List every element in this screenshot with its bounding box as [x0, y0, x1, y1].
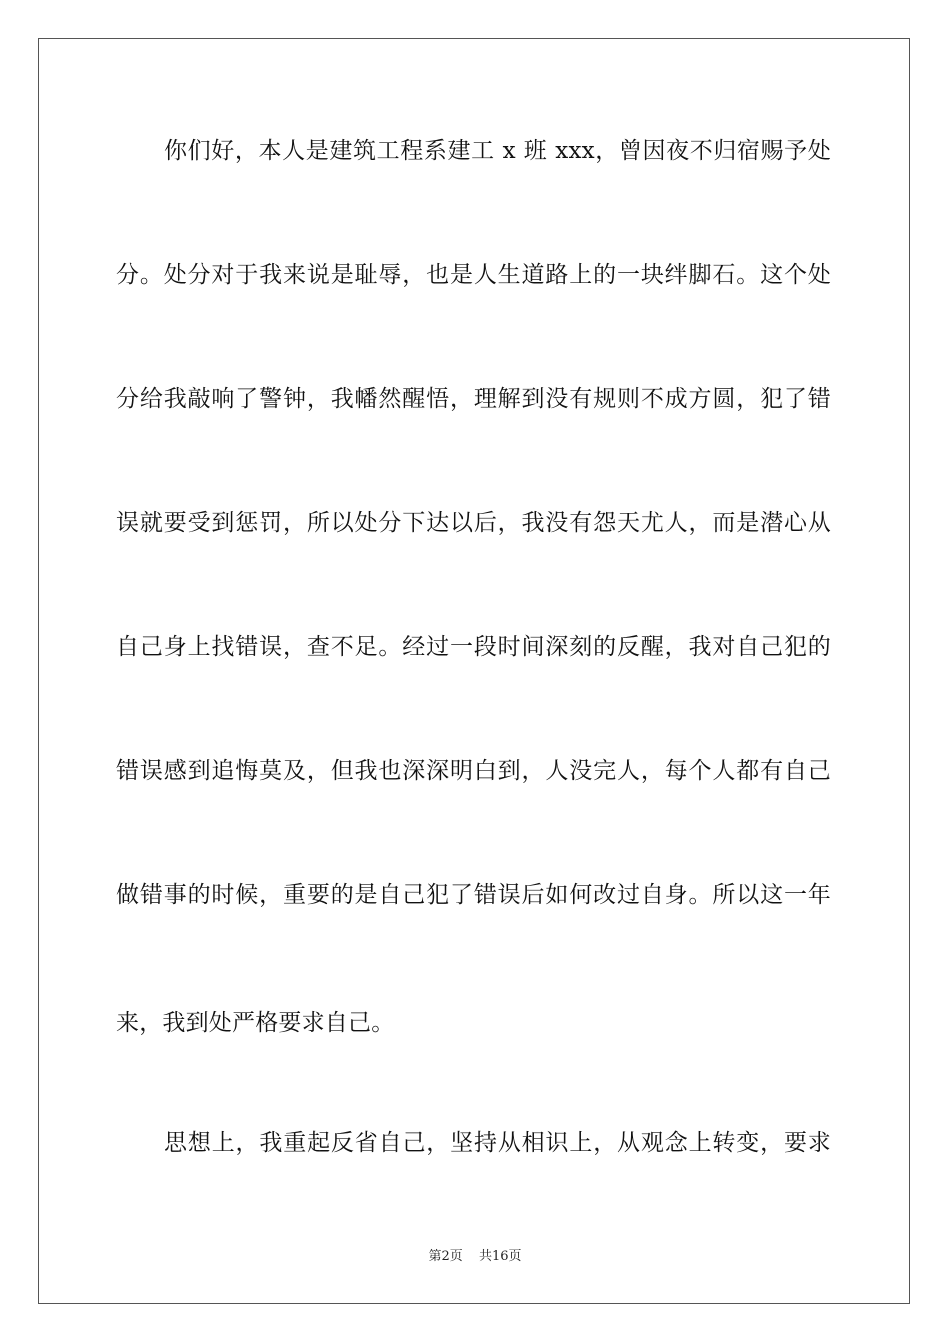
paragraph-1-line-7: 做错事的时候，重要的是自己犯了错误后如何改过自身。所以这一年 — [116, 882, 831, 908]
paragraph-2-line-1: 思想上，我重起反省自己，坚持从相识上，从观念上转变，要求 — [164, 1130, 831, 1156]
paragraph-1-line-6: 错误感到追悔莫及，但我也深深明白到，人没完人，每个人都有自己 — [116, 758, 831, 784]
page-number: 第2页 — [428, 1249, 463, 1264]
paragraph-1-line-5: 自己身上找错误，查不足。经过一段时间深刻的反醒，我对自己犯的 — [116, 634, 831, 660]
paragraph-1-line-1: 你们好，本人是建筑工程系建工 x 班 xxx，曾因夜不归宿赐予处 — [164, 138, 831, 164]
page-total: 共16页 — [478, 1249, 522, 1264]
paragraph-1-line-4: 误就要受到惩罚，所以处分下达以后，我没有怨天尤人，而是潜心从 — [116, 510, 831, 536]
page-footer — [0, 1248, 950, 1266]
paragraph-1-line-8: 来，我到处严格要求自己。 — [116, 1010, 395, 1036]
page-border — [38, 38, 910, 1304]
paragraph-1-line-3: 分给我敲响了警钟，我幡然醒悟，理解到没有规则不成方圆，犯了错 — [116, 386, 831, 412]
paragraph-1-line-2: 分。处分对于我来说是耻辱，也是人生道路上的一块绊脚石。这个处 — [116, 262, 831, 288]
